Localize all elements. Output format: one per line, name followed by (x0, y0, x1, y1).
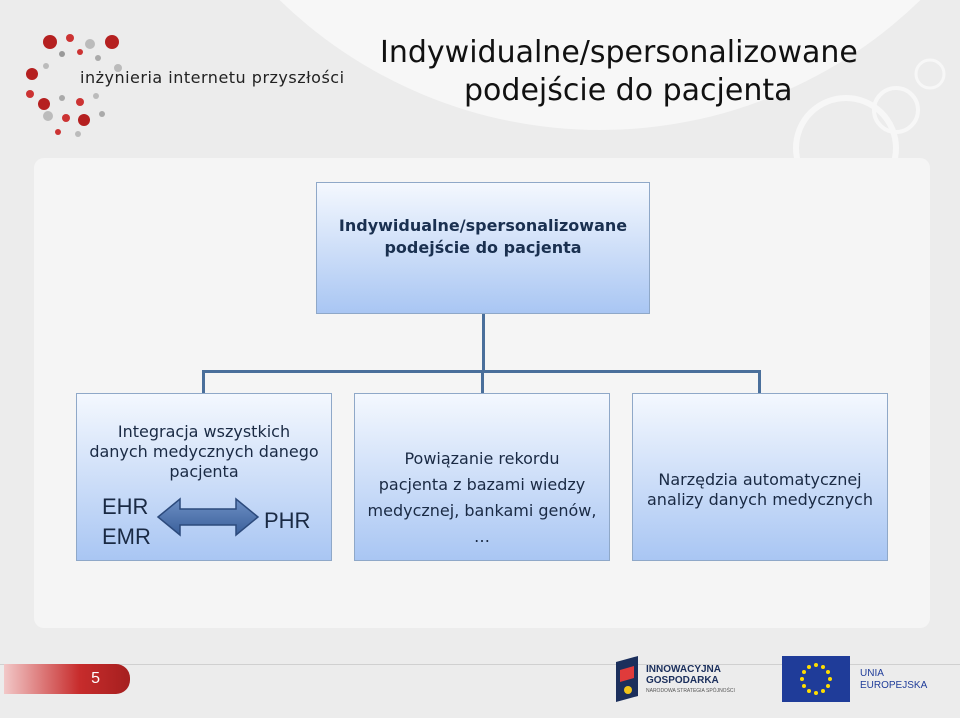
root-node-line2: podejście do pacjenta (384, 238, 582, 257)
leaf3-line1: Narzędzia automatycznej (658, 470, 862, 489)
root-node-line1: Indywidualne/spersonalizowane (338, 216, 628, 235)
leaf3-line2: analizy danych medycznych (647, 490, 873, 509)
ig-subtitle: NARODOWA STRATEGIA SPÓJNOŚCI (646, 688, 735, 694)
eu-text (860, 668, 927, 692)
connector-leaf3 (758, 370, 761, 394)
ig-line2: GOSPODARKA (646, 675, 719, 686)
connector-root-down (482, 314, 485, 372)
leaf-node-record-linking (354, 393, 610, 561)
logo-text: inżynieria internetu przyszłości (80, 68, 345, 87)
leaf1-line2: danych medycznych danego (89, 442, 319, 461)
leaf2-line4: … (474, 527, 490, 546)
innovative-economy-text (646, 664, 721, 686)
label-ehr: EHR (102, 494, 149, 519)
connector-leaf1 (202, 370, 205, 394)
eu-line2: EUROPEJSKA (860, 680, 928, 691)
slide-title-line2: podejście do pacjenta (464, 73, 793, 108)
root-node (316, 182, 650, 314)
label-phr: PHR (264, 508, 311, 533)
leaf1-line3: pacjenta (169, 462, 239, 481)
leaf-node-analysis-tools (632, 393, 888, 561)
page-number: 5 (4, 664, 130, 694)
double-arrow-icon (156, 496, 260, 538)
slide-title (380, 34, 940, 110)
eu-flag-icon (782, 656, 850, 702)
leaf2-line1: Powiązanie rekordu (404, 449, 560, 468)
label-emr: EMR (102, 524, 151, 549)
leaf2-line3: medycznej, bankami genów, (367, 501, 597, 520)
ig-line1: INNOWACYJNA (646, 664, 722, 675)
slide-title-line1: Indywidualne/spersonalizowane (380, 35, 858, 70)
leaf1-line1: Integracja wszystkich (117, 422, 291, 441)
eu-line1: UNIA (860, 668, 884, 679)
connector-leaf2 (481, 370, 484, 394)
leaf2-line2: pacjenta z bazami wiedzy (378, 475, 586, 494)
